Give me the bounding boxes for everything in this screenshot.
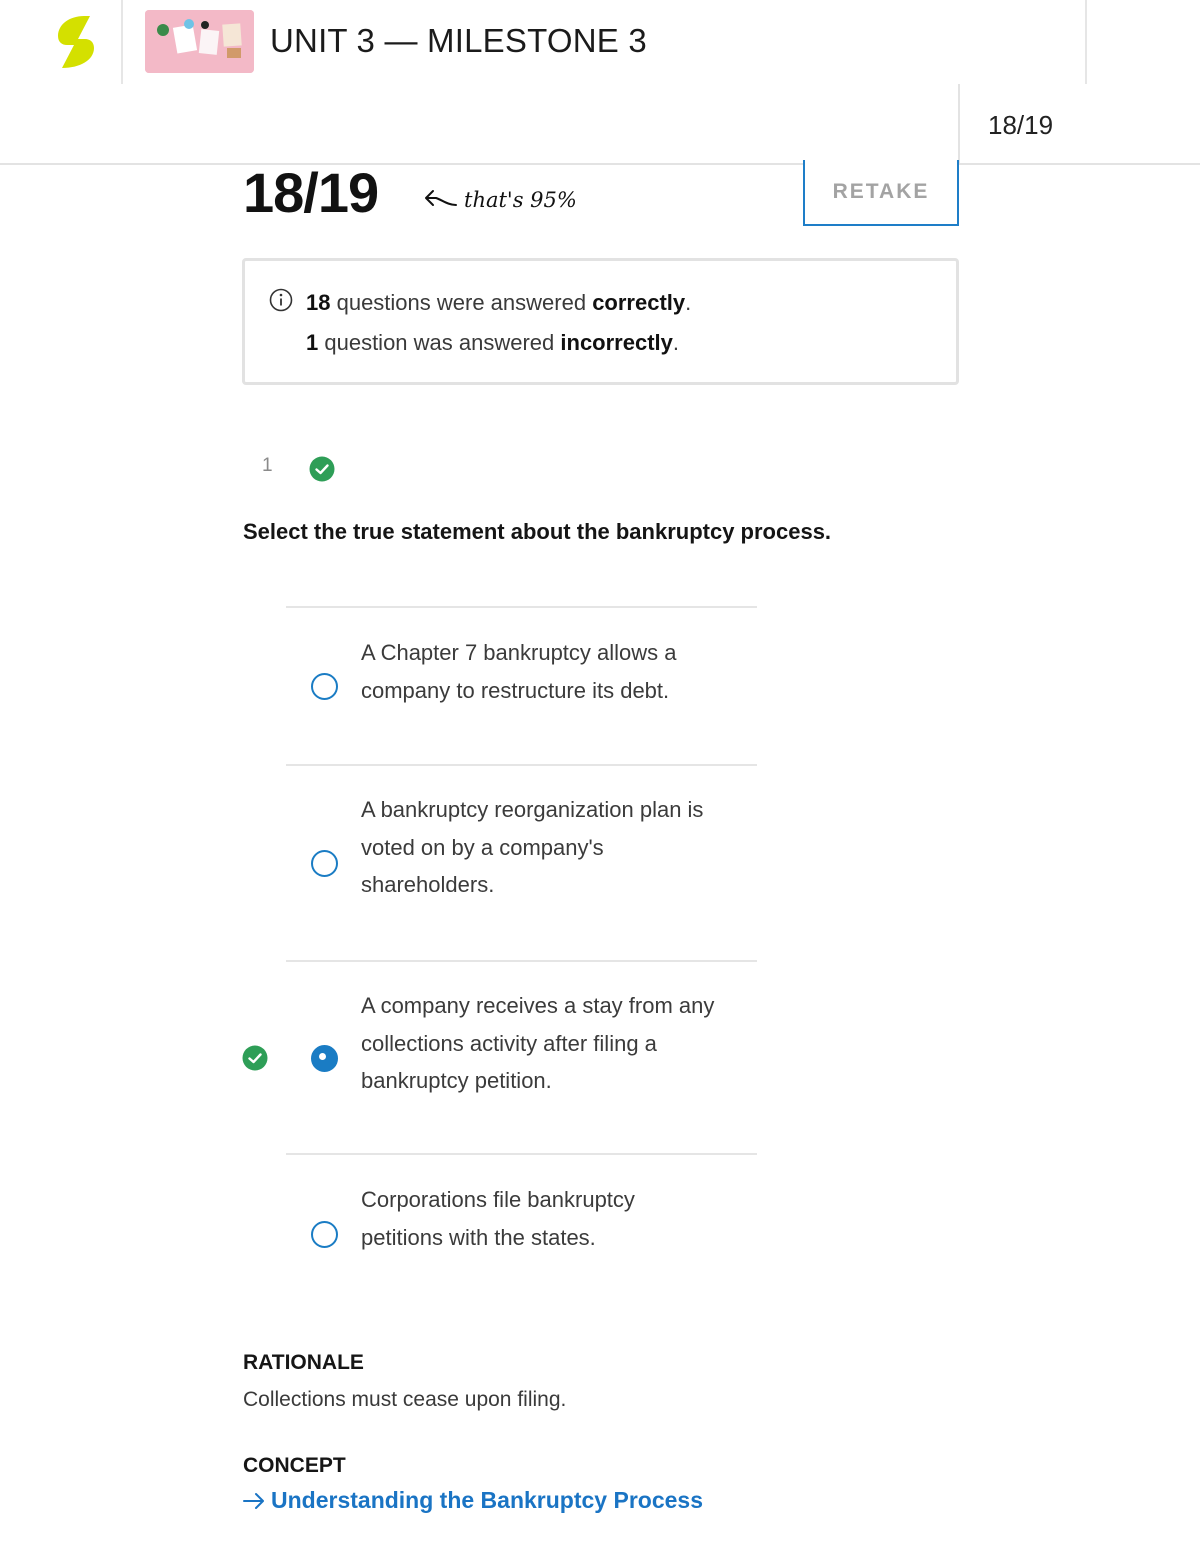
option-text[interactable]: Corporations file bankruptcy petitions with the states. [361,1187,635,1250]
subbar-divider-line [0,163,1200,165]
option-divider [286,960,757,962]
option-text[interactable]: A Chapter 7 bankruptcy allows a company to restructure its debt. [361,640,677,703]
unit-title: UNIT 3 — MILESTONE 3 [270,22,647,59]
rationale-label: RATIONALE [243,1351,364,1374]
question-text: Select the true statement about the bankruptcy process. [243,519,832,544]
correct-answer-check-icon [242,1045,268,1071]
option-divider [286,606,757,608]
incorrect-summary: 1 question was answered incorrectly. [306,330,680,355]
top-bar [0,0,1200,84]
question-number: 1 [262,455,273,476]
header-divider [121,0,123,84]
option-radio[interactable] [311,850,338,877]
concept-label: CONCEPT [243,1454,346,1477]
concept-link[interactable] [243,1487,703,1514]
option-radio-selected[interactable] [311,1045,338,1072]
option-divider [286,1153,757,1155]
option-divider [286,764,757,766]
correct-summary: 18 questions were answered correctly. [306,290,692,315]
results-summary [242,258,959,385]
score-display: 18/19 [243,161,379,224]
correct-check-icon [309,456,335,482]
retake-button[interactable]: RETAKE [803,160,959,226]
option-text[interactable]: A company receives a stay from any collections activity after filing a bankruptcy petition. [361,993,715,1093]
sophia-logo-icon[interactable] [54,14,98,70]
info-icon [269,288,293,312]
handwritten-note [424,184,577,216]
option-radio[interactable] [311,673,338,700]
note-text: that's 95% [464,188,577,212]
header-divider [1085,0,1087,84]
option-radio[interactable] [311,1221,338,1248]
header-score: 18/19 [988,110,1054,140]
option-text[interactable]: A bankruptcy reorganization plan is voted on by a company's shareholders. [361,797,704,897]
concept-link-text[interactable]: Understanding the Bankruptcy Process [271,1487,703,1513]
arrow-right-icon [243,1492,265,1510]
subbar-divider [958,84,960,164]
unit-thumbnail [145,10,254,73]
rationale-text: Collections must cease upon filing. [243,1388,567,1411]
back-arrow-icon [424,188,458,212]
